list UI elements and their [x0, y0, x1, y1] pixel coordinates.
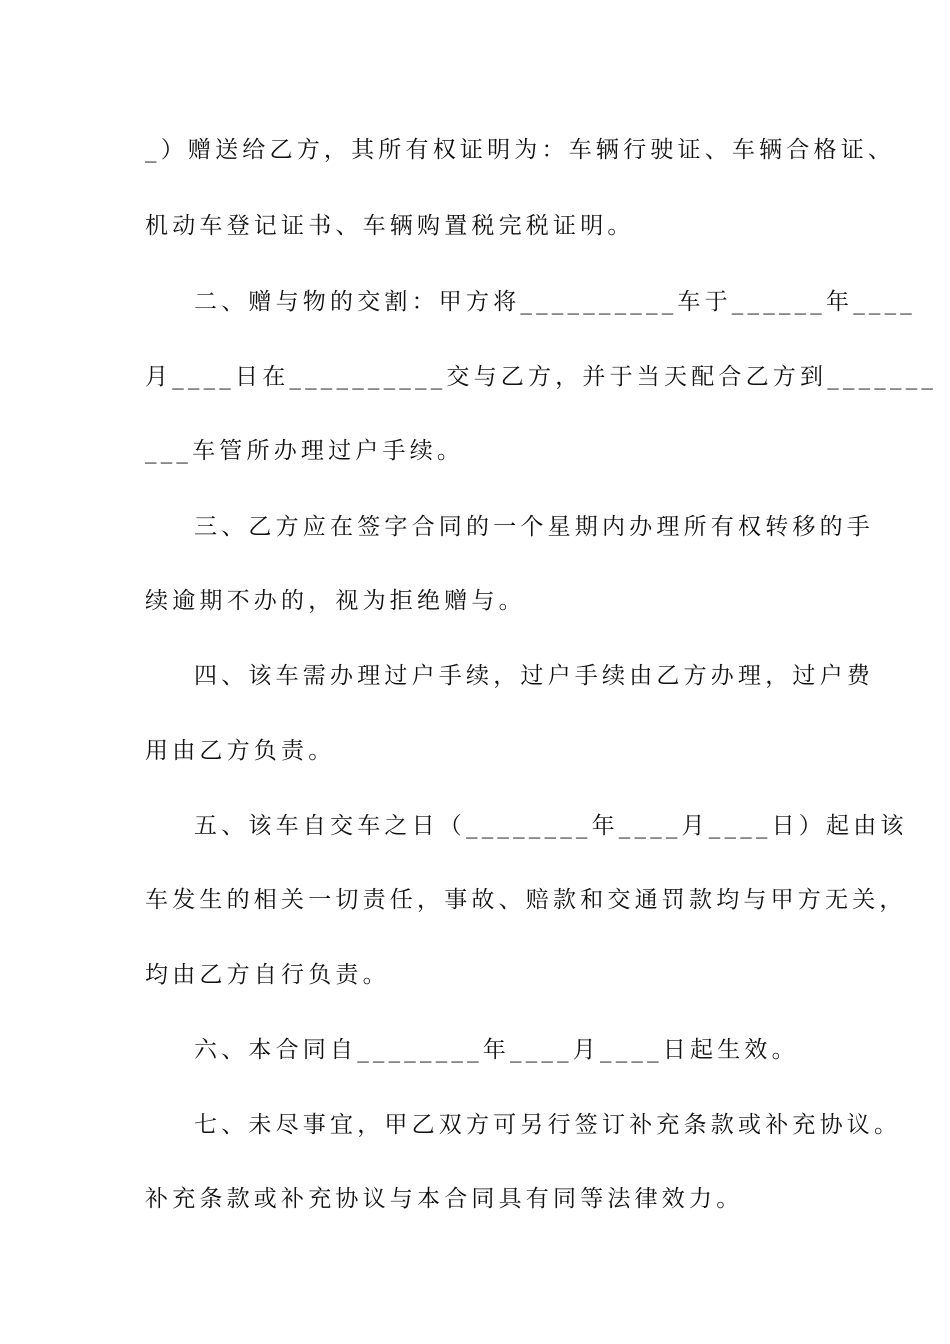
clause-3-line-1: 三、乙方应在签字合同的一个星期内办理所有权转移的手 [194, 514, 874, 540]
clause-4-line-2: 用由乙方负责。 [145, 738, 336, 764]
clause-5-line-3: 均由乙方自行负责。 [145, 962, 390, 988]
clause-5-line-2: 车发生的相关一切责任，事故、赔款和交通罚款均与甲方无关， [145, 887, 907, 913]
clause-7-line-2: 补充条款或补充协议与本合同具有同等法律效力。 [145, 1186, 744, 1212]
clause-3-line-2: 续逾期不办的，视为拒绝赠与。 [145, 588, 526, 614]
clause-2-line-1: 二、赠与物的交割：甲方将__________车于______年____ [194, 289, 916, 315]
clause-6-line-1: 六、本合同自________年____月____日起生效。 [194, 1037, 799, 1063]
clause-4-line-1: 四、该车需办理过户手续，过户手续由乙方办理，过户费 [194, 663, 874, 689]
clause-5-line-1: 五、该车自交车之日（________年____月____日）起由该 [194, 813, 908, 839]
paragraph-1-line-1: _）赠送给乙方，其所有权证明为：车辆行驶证、车辆合格证、 [145, 137, 896, 163]
paragraph-1-line-2: 机动车登记证书、车辆购置税完税证明。 [145, 213, 635, 239]
clause-2-line-3: ___车管所办理过户手续。 [145, 438, 465, 464]
clause-7-line-1: 七、未尽事宜，甲乙双方可另行签订补充条款或补充协议。 [194, 1112, 902, 1138]
clause-2-line-2: 月____日在__________交与乙方，并于当天配合乙方到_______ [145, 364, 938, 390]
